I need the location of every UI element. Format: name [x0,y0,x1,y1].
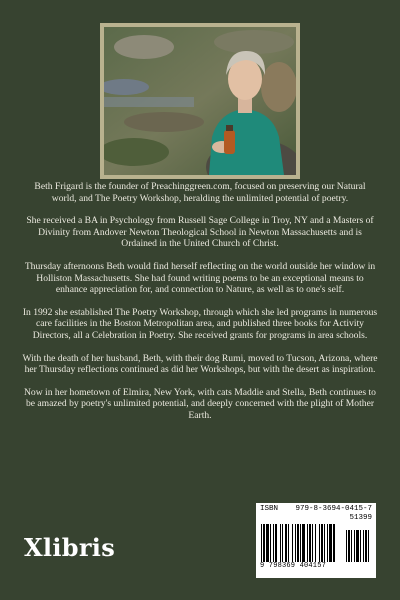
barcode-bar [282,524,283,562]
barcode-addon-bar [351,530,352,562]
author-bio [22,181,378,433]
barcode-addon-bar [346,530,347,562]
barcode-addon-bar [356,530,359,562]
barcode-addon-bar [360,530,361,562]
barcode-bar [263,524,265,562]
barcode-bar [300,524,301,562]
bio-paragraph: With the death of her husband, Beth, with their dog Rumi, moved to Tucson, Arizona, where her Thursday reflections continued as did her Workshops, but with the desert as inspiration. [22,352,378,376]
barcode-bar [319,524,320,562]
bio-paragraph: Beth Frigard is the founder of Preachinggreen.com, focused on preserving our Natural world, and The Poetry Workshop, heralding the unlimited potential of poetry. [34,181,366,204]
barcode-bar [324,524,325,562]
barcode-addon: 51399 [349,514,372,522]
barcode-bar [261,524,262,562]
barcode-bars [260,524,372,562]
barcode-bar [321,524,323,562]
barcode-bar [285,524,287,562]
barcode-bar [273,524,274,562]
barcode-bar [327,524,328,562]
barcode-bar [288,524,289,562]
barcode-bar [292,524,293,562]
barcode-bar [315,524,316,562]
barcode-bar [295,524,296,562]
bio-paragraph: She received a BA in Psychology from Russell Sage College in Troy, NY and a Masters of Divinity from Andover Newton Theological School in Newton Massachusetts and is Ordained in the United Church of Christ. [26,215,374,250]
barcode-bar [333,524,335,562]
bio-paragraph: Thursday afternoons Beth would find herself reflecting on the world outside her window in Holliston Massachusetts. She had found writing poems to be an exceptional means to enhance appreciation for, and connection to Nature, as well as to one's self. [24,260,376,296]
barcode-bar [266,524,269,562]
barcode-addon-bar [365,530,367,562]
author-photo-frame [100,23,300,179]
barcode-bar [302,524,305,562]
isbn-number: 979-8-3694-0415-7 [295,505,372,513]
barcode-bar [270,524,271,562]
barcode-bar [275,524,277,562]
barcode-bar [312,524,313,562]
ean-digits: 9 798369 404157 [260,562,327,570]
isbn-barcode [256,503,376,578]
bio-paragraph: Now in her hometown of Elmira, New York, with cats Maddie and Stella, Beth continues to be amazed by poetry's unlimited potential, and deeply concerned with the plight of Mother Earth. [24,386,376,421]
barcode-addon-bar [348,530,350,562]
barcode-addon-bar [368,530,369,562]
barcode-bar [329,524,332,562]
barcode-addon-bar [363,530,364,562]
author-photo [104,27,296,175]
barcode-bar [297,524,299,562]
barcode-bar [309,524,311,562]
barcode-addon-bar [354,530,355,562]
isbn-label: ISBN [260,505,279,513]
barcode-bar [280,524,281,562]
bio-paragraph: In 1992 she established The Poetry Workshop, through which she led programs in numerous care facilities in the Boston Metropolitan area, and published three books for Activity Directors, all a Celebration in Poetry. She received grants for programs in area schools. [22,306,378,341]
isbn-line [260,505,372,514]
barcode-bar [307,524,308,562]
publisher-logo: Xlibris [24,533,116,562]
